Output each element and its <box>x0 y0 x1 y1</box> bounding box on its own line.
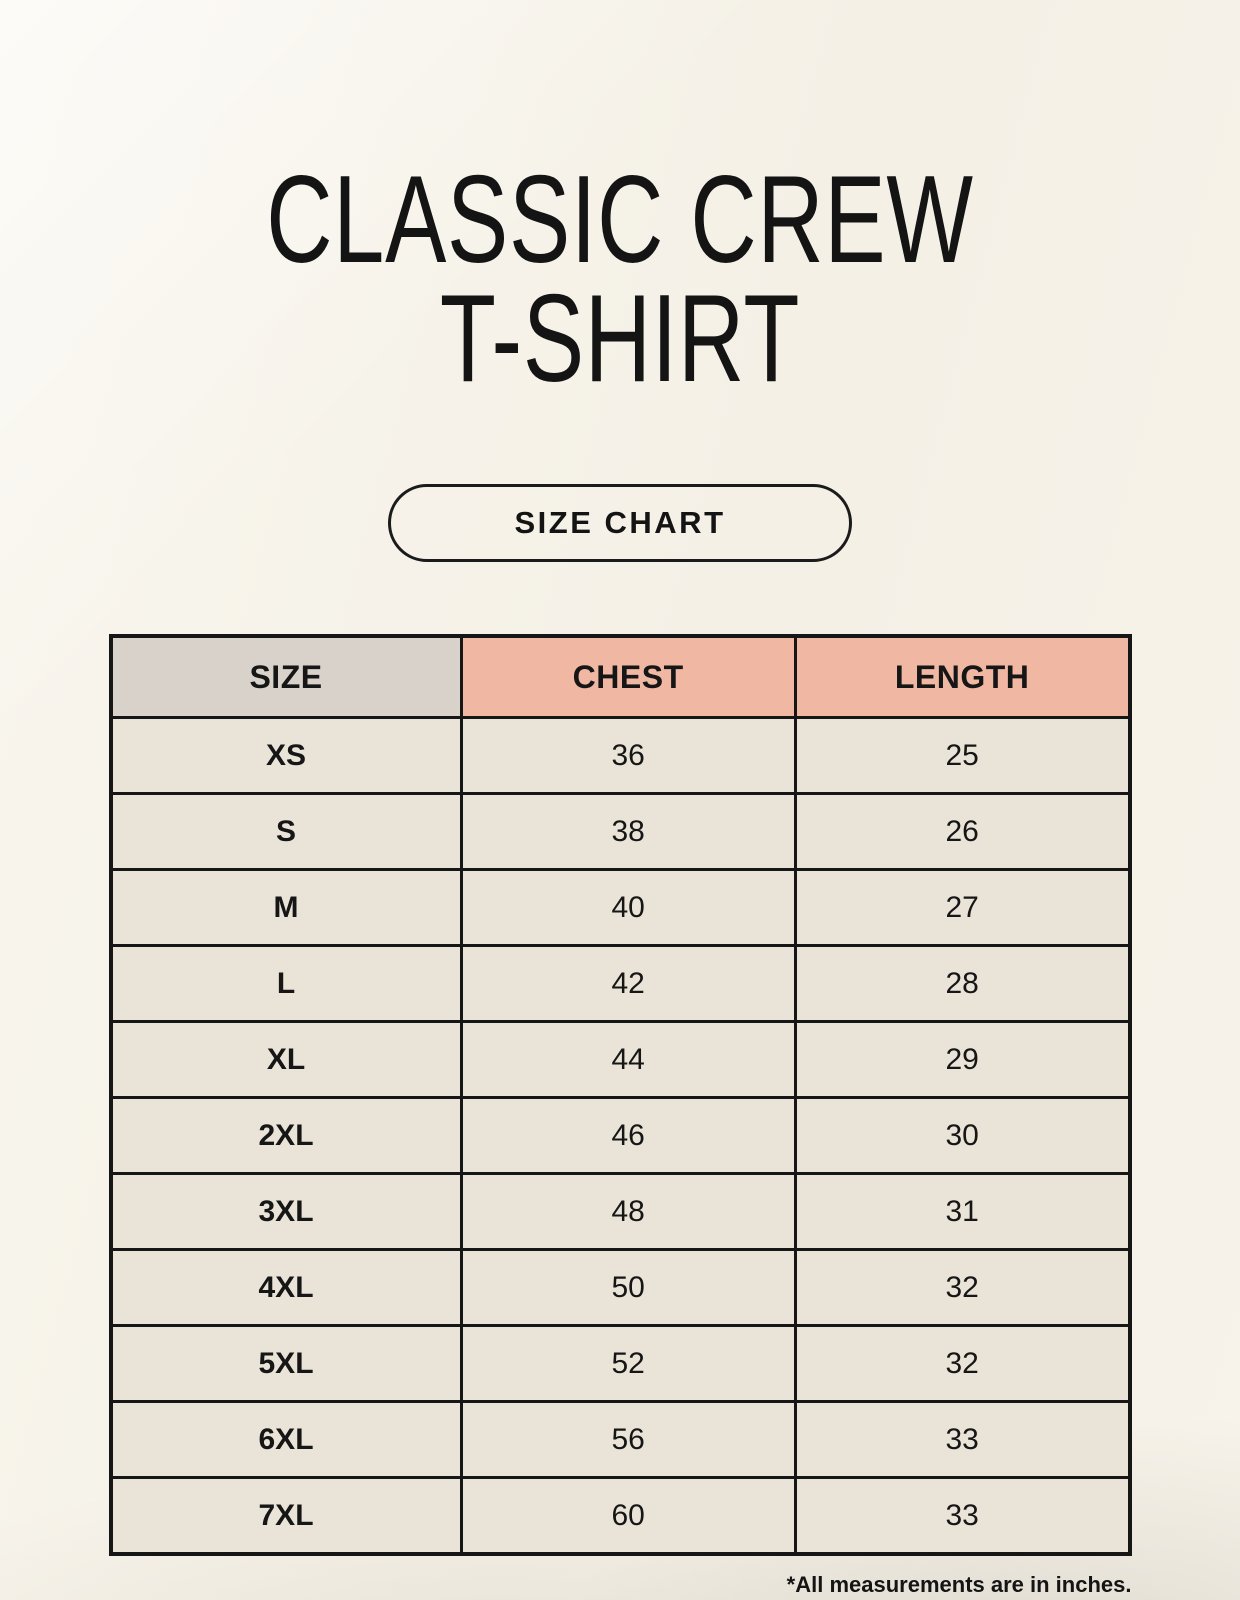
size-chart-table-container <box>109 634 1132 1556</box>
size-cell: 7XL <box>111 1478 462 1555</box>
size-cell: 2XL <box>111 1098 462 1174</box>
chest-cell: 52 <box>461 1326 795 1402</box>
length-cell: 27 <box>795 870 1129 946</box>
column-header-size: SIZE <box>111 636 462 718</box>
table-row <box>111 1326 1130 1402</box>
chest-cell: 38 <box>461 794 795 870</box>
length-cell: 30 <box>795 1098 1129 1174</box>
chest-cell: 42 <box>461 946 795 1022</box>
length-cell: 28 <box>795 946 1129 1022</box>
chest-cell: 48 <box>461 1174 795 1250</box>
table-row <box>111 1402 1130 1478</box>
length-cell: 26 <box>795 794 1129 870</box>
size-cell: 5XL <box>111 1326 462 1402</box>
size-cell: L <box>111 946 462 1022</box>
table-row <box>111 1174 1130 1250</box>
chest-cell: 44 <box>461 1022 795 1098</box>
length-cell: 32 <box>795 1326 1129 1402</box>
length-cell: 33 <box>795 1478 1129 1555</box>
table-row <box>111 1098 1130 1174</box>
chest-cell: 56 <box>461 1402 795 1478</box>
chest-cell: 46 <box>461 1098 795 1174</box>
size-chart-button[interactable] <box>388 484 852 562</box>
page-title <box>0 151 1240 408</box>
length-cell: 25 <box>795 718 1129 794</box>
column-header-chest: CHEST <box>461 636 795 718</box>
table-row <box>111 870 1130 946</box>
size-cell: XL <box>111 1022 462 1098</box>
table-row <box>111 1478 1130 1555</box>
table-row <box>111 946 1130 1022</box>
length-cell: 29 <box>795 1022 1129 1098</box>
chest-cell: 36 <box>461 718 795 794</box>
size-cell: 6XL <box>111 1402 462 1478</box>
length-cell: 31 <box>795 1174 1129 1250</box>
column-header-length: LENGTH <box>795 636 1129 718</box>
page-title-line1: CLASSIC CREW <box>266 151 974 290</box>
size-cell: 3XL <box>111 1174 462 1250</box>
table-row <box>111 1250 1130 1326</box>
size-chart-button-label: SIZE CHART <box>514 505 726 541</box>
chest-cell: 40 <box>461 870 795 946</box>
page-title-line2: T-SHIRT <box>439 269 801 408</box>
chest-cell: 60 <box>461 1478 795 1555</box>
table-row <box>111 794 1130 870</box>
size-cell: S <box>111 794 462 870</box>
table-header-row <box>111 636 1130 718</box>
table-row <box>111 1022 1130 1098</box>
table-row <box>111 718 1130 794</box>
length-cell: 32 <box>795 1250 1129 1326</box>
size-chart-table <box>109 634 1132 1556</box>
size-cell: M <box>111 870 462 946</box>
length-cell: 33 <box>795 1402 1129 1478</box>
size-cell: XS <box>111 718 462 794</box>
size-cell: 4XL <box>111 1250 462 1326</box>
chest-cell: 50 <box>461 1250 795 1326</box>
measurements-footnote: *All measurements are in inches. <box>786 1572 1132 1598</box>
